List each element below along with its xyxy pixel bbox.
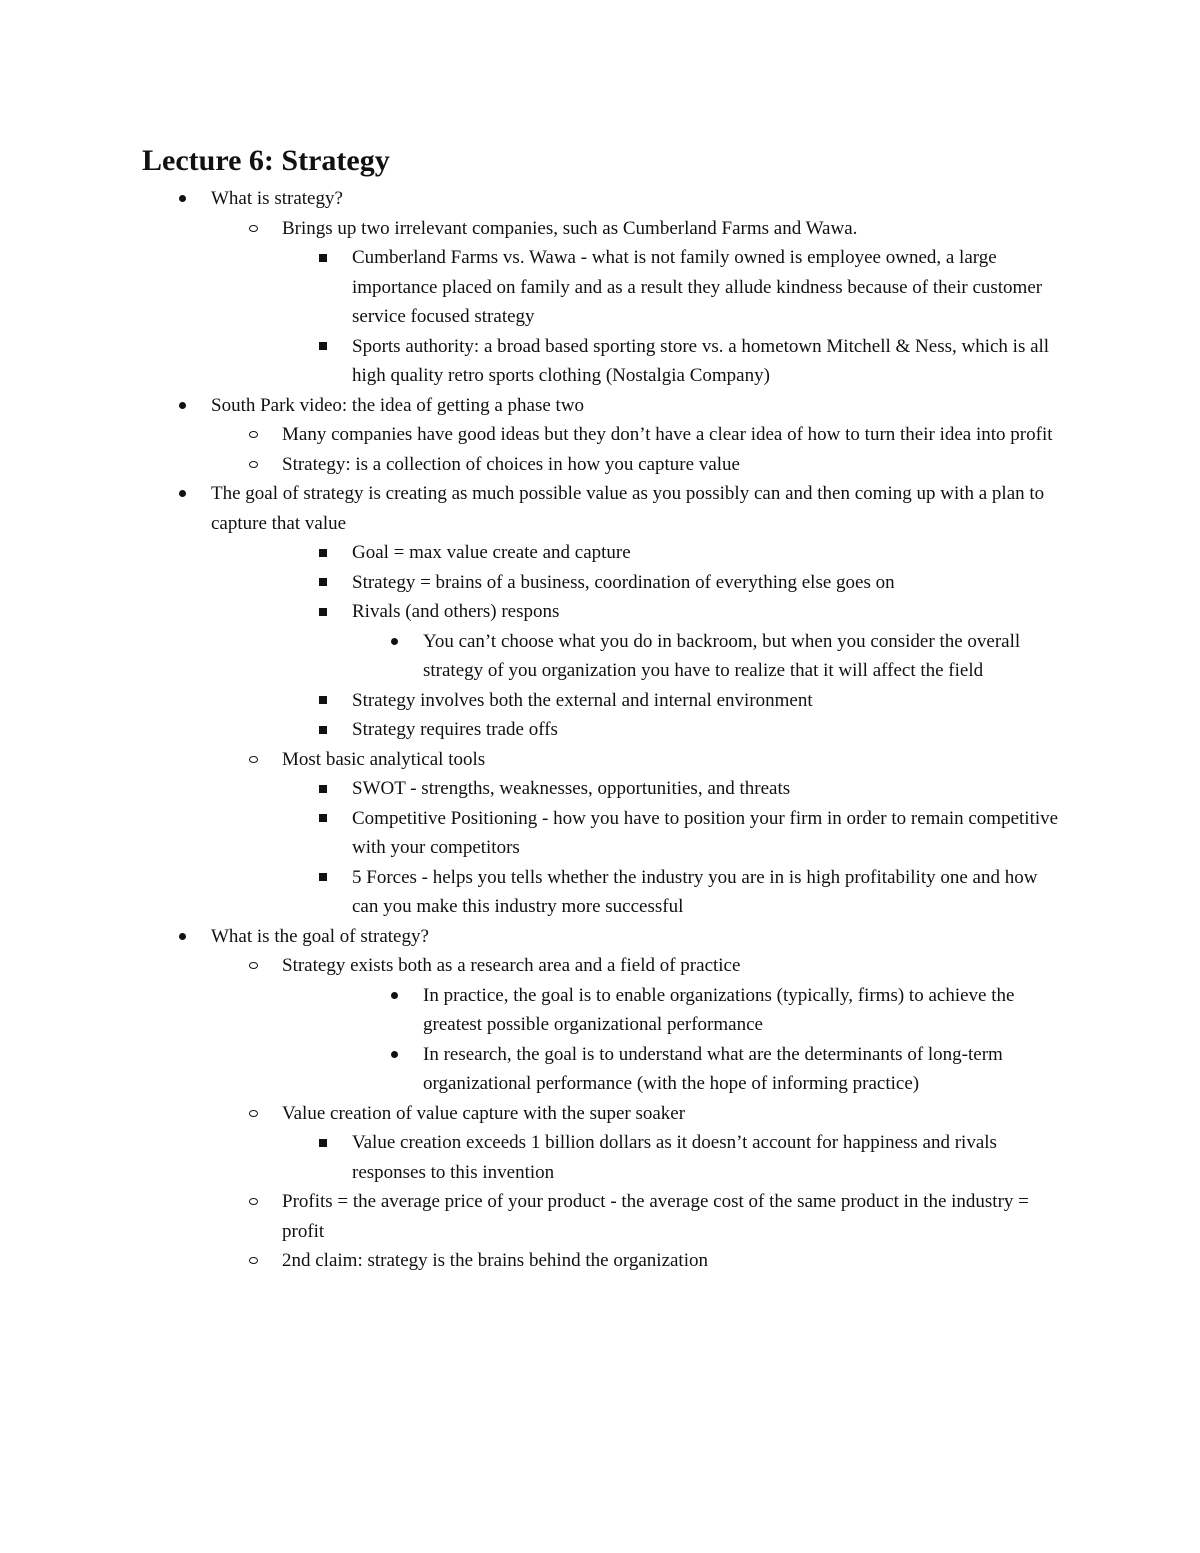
list-item-text: Cumberland Farms vs. Wawa - what is not family owned is employee owned, a large importance placed on family and as a result they allude kindness because of their customer service focused strategy [352,247,1043,327]
list-item [282,450,1062,480]
list-item-text: In research, the goal is to understand what are the determinants of long-term organizational performance (with the hope of informing practice) [423,1043,1003,1094]
list-item [352,863,1062,922]
circle-bullet-icon [246,420,260,450]
list-item [282,1246,1062,1276]
list-item [282,1187,1062,1246]
list-item [352,243,1062,332]
list-item-text: Brings up two irrelevant companies, such as Cumberland Farms and Wawa. [282,217,858,239]
dot-bullet-icon [387,1040,401,1070]
list-item-text: 5 Forces - helps you tells whether the industry you are in is high profitability one and how can you make this industry more successful [352,866,1038,917]
list-item-text: Rivals (and others) respons [352,601,560,622]
page-title: Lecture 6: Strategy [142,144,390,177]
square-bullet-icon [316,774,330,804]
square-bullet-icon [316,863,330,893]
list-item-text: Strategy requires trade offs [352,719,558,740]
list-item [352,715,1062,745]
square-bullet-icon [316,1128,330,1158]
list-item-text: The goal of strategy is creating as much possible value as you possibly can and then coming up with a plan to capture that value [211,483,1045,534]
circle-bullet-icon [246,1099,260,1129]
dot-bullet-icon [175,391,189,421]
circle-bullet-icon [246,951,260,981]
list-item-text: Strategy involves both the external and internal environment [352,689,813,711]
list-item-text: South Park video: the idea of getting a phase two [211,394,585,416]
list-item-text: You can’t choose what you do in backroom, but when you consider the overall strategy of you organization you have to realize that it will affect the field [423,630,1021,681]
dot-bullet-icon [387,981,401,1011]
list-item [423,981,1063,1040]
list-item-text: SWOT - strengths, weaknesses, opportunities, and threats [352,778,791,799]
list-item-text: Strategy: is a collection of choices in how you capture value [282,453,740,475]
square-bullet-icon [316,597,330,627]
list-item [423,627,1063,686]
list-item [211,922,1061,952]
square-bullet-icon [316,686,330,716]
list-item-text: What is the goal of strategy? [211,925,429,947]
circle-bullet-icon [246,745,260,775]
square-bullet-icon [316,332,330,362]
square-bullet-icon [316,715,330,745]
list-item-text: Goal = max value create and capture [352,542,631,563]
list-item [211,391,1061,421]
list-item-text: Value creation of value capture with the super soaker [282,1102,686,1124]
dot-bullet-icon [175,479,189,509]
list-item [282,1099,1062,1129]
list-item [352,332,1062,391]
list-item-text: Most basic analytical tools [282,748,486,770]
list-item-text: Strategy exists both as a research area and a field of practice [282,955,741,976]
circle-bullet-icon [246,1187,260,1217]
list-item-text: 2nd claim: strategy is the brains behind the organization [282,1250,708,1271]
dot-bullet-icon [387,627,401,657]
list-item [352,1128,1062,1187]
circle-bullet-icon [246,214,260,244]
list-item [211,184,1061,214]
list-item [352,774,1062,804]
list-item [423,1040,1063,1099]
list-item-text: Profits = the average price of your product - the average cost of the same product in the industry = profit [282,1191,1029,1242]
dot-bullet-icon [175,922,189,952]
list-item [211,479,1061,538]
list-item [352,568,1062,598]
list-item [282,420,1062,450]
square-bullet-icon [316,243,330,273]
list-item [282,214,1062,244]
circle-bullet-icon [246,1246,260,1276]
bullet-outline [0,184,1200,1276]
list-item-text: Strategy = brains of a business, coordination of everything else goes on [352,571,895,593]
square-bullet-icon [316,538,330,568]
list-item-text: Value creation exceeds 1 billion dollars as it doesn’t account for happiness and rivals responses to this invention [352,1132,997,1183]
list-item [282,745,1062,775]
list-item [352,804,1062,863]
list-item-text: In practice, the goal is to enable organizations (typically, firms) to achieve the greatest possible organizational performance [423,984,1015,1035]
list-item [352,538,1062,568]
dot-bullet-icon [175,184,189,214]
circle-bullet-icon [246,450,260,480]
list-item-text: Sports authority: a broad based sporting store vs. a hometown Mitchell & Ness, which is all high quality retro sports clothing (Nostalgia Company) [352,335,1050,386]
list-item-text: What is strategy? [211,188,343,209]
list-item [282,951,1062,981]
list-item-text: Competitive Positioning - how you have to position your firm in order to remain competitive with your competitors [352,807,1059,858]
list-item [352,686,1062,716]
list-item [352,597,1062,627]
square-bullet-icon [316,568,330,598]
square-bullet-icon [316,804,330,834]
list-item-text: Many companies have good ideas but they don’t have a clear idea of how to turn their idea into profit [282,424,1053,445]
